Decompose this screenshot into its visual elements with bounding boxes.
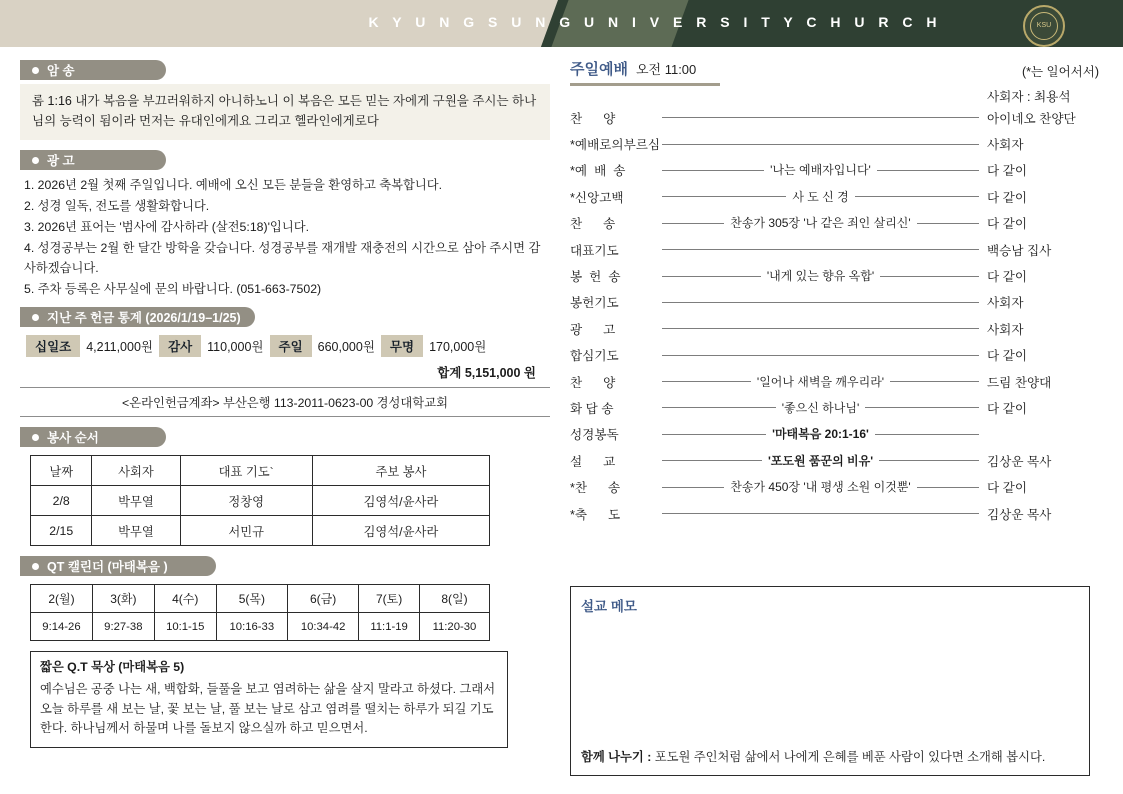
service-order-label-text: 봉사 순서	[47, 431, 99, 446]
order-item-detail: 찬송가 305장 '나 같은 죄인 살리신'	[662, 210, 979, 236]
table-header-cell: 날짜	[31, 456, 92, 486]
order-item-name: *축 도	[570, 507, 621, 522]
offering-total	[20, 363, 536, 381]
table-cell: 10:34-42	[287, 613, 358, 641]
worship-order-item	[570, 500, 1105, 526]
order-item-name: 찬 양	[570, 111, 616, 126]
worship-order-item	[570, 157, 1105, 183]
table-header-cell: 주보 봉사	[312, 456, 489, 486]
order-item-name: 찬 송	[570, 217, 616, 232]
order-item-who: 다 같이	[987, 190, 1027, 205]
share-label: 함께 나누기 :	[581, 749, 652, 764]
service-title: 주일예배	[570, 61, 628, 78]
service-time: 오전 11:00	[635, 62, 697, 77]
church-logo-inner: KSU	[1030, 12, 1058, 40]
order-item-name: 합심기도	[570, 349, 619, 364]
order-item-who: 드림 찬양대	[987, 375, 1052, 390]
bullet-dot-icon	[32, 67, 39, 74]
table-cell: 10:16-33	[216, 613, 287, 641]
worship-order-item	[570, 368, 1105, 394]
table-header-cell: 7(토)	[359, 585, 420, 613]
table-cell: 10:1-15	[154, 613, 216, 641]
table-header-row	[31, 456, 490, 486]
order-item-name: *예 배 송	[570, 164, 626, 179]
qt-meditation-text: 예수님은 공중 나는 새, 백합화, 들풀을 보고 염려하는 삶을 살지 말라고 하셨다. 그래서 오늘 하루를 새 보는 날, 꽃 보는 날, 풀 보는 날로 삼고 염려를 떨치는 하루가 되길 기도한다. 하나님께서 하물며 나를 돌보지 않으실까 하고 믿으면서.	[40, 682, 496, 736]
worship-order-item	[570, 289, 1105, 315]
page-header	[0, 0, 1123, 47]
order-item-who: 다 같이	[987, 217, 1027, 232]
table-header-cell: 6(금)	[287, 585, 358, 613]
bullet-dot-icon	[32, 434, 39, 441]
share-text: 포도원 주인처럼 삶에서 나에게 은혜를 베푼 사람이 있다면 소개해 봅시다.	[651, 749, 1046, 764]
offering-account: <온라인헌금계좌> 부산은행 113-2011-0623-00 경성대학교회	[20, 387, 550, 417]
offering-value: 660,000원	[317, 340, 375, 355]
offering-value: 170,000원	[429, 340, 487, 355]
order-item-detail	[662, 130, 979, 156]
left-column	[20, 60, 550, 748]
order-item-who: 다 같이	[987, 349, 1027, 364]
order-item-who: 사회자	[987, 322, 1024, 337]
qt-meditation-title: 짧은 Q.T 묵상 (마태복음 5)	[40, 660, 185, 675]
qt-meditation-box	[30, 651, 508, 748]
bullet-dot-icon	[32, 157, 39, 164]
worship-order-item	[570, 183, 1105, 209]
order-item-who: 사회자	[987, 138, 1024, 153]
stand-note: (*는 일어서서)	[1021, 65, 1099, 79]
section-label-service-order	[20, 427, 166, 447]
notice-item: 5. 주차 등록은 사무실에 문의 바랍니다. (051-663-7502)	[24, 281, 322, 296]
table-cell: 2/8	[31, 486, 92, 516]
table-cell: 박무열	[92, 516, 180, 546]
worship-order-item	[570, 342, 1105, 368]
sermon-memo-share	[581, 748, 1079, 767]
page-title: K Y U N G S U N G U N I V E R S I T Y C H U R C H	[368, 14, 942, 30]
order-item-name: *찬 송	[570, 481, 621, 496]
order-item-who: 다 같이	[987, 481, 1027, 496]
order-item-detail: '내게 있는 향유 옥합'	[662, 262, 979, 288]
sermon-memo-box	[570, 586, 1090, 776]
order-item-detail	[662, 500, 979, 526]
offering-value: 110,000원	[207, 340, 264, 355]
offering-value: 4,211,000원	[86, 340, 153, 355]
order-item-detail: '좋으신 하나님'	[662, 394, 979, 420]
offering-tag: 무명	[381, 335, 423, 357]
order-item-detail	[662, 315, 979, 341]
offering-tag: 주일	[270, 335, 312, 357]
section-label-verse	[20, 60, 166, 80]
order-item-name: 성경봉독	[570, 428, 619, 443]
order-item-detail	[662, 342, 979, 368]
order-item-name: 설 교	[570, 454, 616, 469]
order-item-detail	[662, 236, 979, 262]
order-item-who: 다 같이	[987, 270, 1027, 285]
worship-order-item	[570, 447, 1105, 473]
table-row	[31, 486, 490, 516]
order-item-who: 다 같이	[987, 164, 1027, 179]
bullet-dot-icon	[32, 563, 39, 570]
order-item-name: 찬 양	[570, 375, 616, 390]
order-item-name: 봉 헌 송	[570, 270, 621, 285]
offering-total-value: 5,151,000 원	[464, 366, 536, 381]
order-item-who: 김상운 목사	[987, 454, 1052, 469]
order-item-who: 아이네오 찬양단	[987, 111, 1076, 126]
table-cell: 서민규	[180, 516, 312, 546]
worship-order-item	[570, 236, 1105, 262]
order-item-who: 백승남 집사	[987, 243, 1052, 258]
offering-total-label: 합계	[437, 366, 462, 381]
offering-tag: 십일조	[26, 335, 80, 357]
table-cell: 김영석/윤사라	[312, 486, 489, 516]
section-label-offering	[20, 307, 255, 327]
order-item-detail: '포도원 품꾼의 비유'	[662, 447, 979, 473]
verse-label-text: 암 송	[47, 64, 75, 78]
right-column	[570, 58, 1105, 526]
order-item-name: *예배로의부르심	[570, 138, 661, 153]
table-cell: 9:14-26	[31, 613, 93, 641]
worship-order-item	[570, 210, 1105, 236]
order-item-detail	[662, 289, 979, 315]
table-header-cell: 5(목)	[216, 585, 287, 613]
order-item-who: 김상운 목사	[987, 507, 1052, 522]
order-item-detail: '나는 예배자입니다'	[662, 157, 979, 183]
order-item-who: 다 같이	[987, 401, 1027, 416]
table-cell: 박무열	[92, 486, 180, 516]
offering-tag: 감사	[159, 335, 201, 357]
order-item-detail: '일어나 새벽을 깨우리라'	[662, 368, 979, 394]
order-item-name: 화 답 송	[570, 401, 614, 416]
worship-order-list	[570, 90, 1105, 526]
sermon-memo-title: 설교 메모	[581, 599, 637, 614]
order-item-name: 대표기도	[570, 243, 619, 258]
notice-list	[20, 176, 550, 299]
order-item-detail	[662, 104, 979, 130]
table-header-cell: 2(월)	[31, 585, 93, 613]
notice-item: 2. 성경 일독, 전도를 생활화합니다.	[24, 198, 210, 213]
order-item-name: 광 고	[570, 322, 616, 337]
worship-order-item	[570, 315, 1105, 341]
worship-order-item	[570, 394, 1105, 420]
table-row	[31, 516, 490, 546]
order-item-name: 봉헌기도	[570, 296, 619, 311]
section-label-qt-calendar	[20, 556, 216, 576]
worship-order-item	[570, 130, 1105, 156]
table-cell: 정창영	[180, 486, 312, 516]
table-cell: 11:20-30	[419, 613, 489, 641]
bullet-dot-icon	[32, 314, 39, 321]
table-header-cell: 대표 기도`	[180, 456, 312, 486]
table-cell: 9:27-38	[92, 613, 154, 641]
church-logo	[1023, 5, 1065, 47]
notice-label-text: 광 고	[47, 154, 75, 168]
table-row	[31, 613, 490, 641]
service-order-table	[30, 455, 490, 546]
order-item-who: 사회자	[987, 296, 1024, 311]
notice-item: 4. 성경공부는 2월 한 달간 방학을 갖습니다. 성경공부를 재개발 재충전의 시간으로 삼아 주시면 감사하겠습니다.	[24, 240, 541, 275]
order-item-detail: 찬송가 450장 '내 평생 소원 이것뿐'	[662, 473, 979, 499]
worship-order-item	[570, 104, 1105, 130]
table-header-cell: 사회자	[92, 456, 180, 486]
service-heading	[570, 58, 720, 86]
table-header-row	[31, 585, 490, 613]
order-item-detail: 사 도 신 경	[662, 183, 979, 209]
table-header-cell: 3(화)	[92, 585, 154, 613]
table-cell: 2/15	[31, 516, 92, 546]
section-label-notice	[20, 150, 166, 170]
notice-item: 1. 2026년 2월 첫째 주일입니다. 예배에 오신 모든 분들을 환영하고 축복합니다.	[24, 178, 443, 192]
worship-order-item	[570, 473, 1105, 499]
offering-row	[26, 335, 550, 357]
order-item-detail: '마태복음 20:1-16'	[662, 421, 979, 447]
table-cell: 11:1-19	[359, 613, 420, 641]
qt-calendar-table	[30, 584, 490, 641]
table-cell: 김영석/윤사라	[312, 516, 489, 546]
order-item-name: *신앙고백	[570, 190, 624, 205]
table-header-cell: 8(일)	[419, 585, 489, 613]
worship-order-item	[570, 421, 1105, 447]
offering-label-text: 지난 주 헌금 통계 (2026/1/19–1/25)	[47, 311, 241, 326]
table-header-cell: 4(수)	[154, 585, 216, 613]
qt-calendar-label-text: QT 캘린더 (마태복음 )	[47, 560, 168, 575]
notice-item: 3. 2026년 표어는 '범사에 감사하라 (살전5:18)'입니다.	[24, 219, 309, 234]
worship-order-item	[570, 262, 1105, 288]
worship-leader: 사회자 : 최용석	[987, 90, 1071, 104]
verse-text: 롬 1:16 내가 복음을 부끄러워하지 아니하노니 이 복음은 모든 믿는 자에게 구원을 주시는 하나님의 능력이 됨이라 먼저는 유대인에게요 그리고 헬라인에게로다	[20, 84, 550, 140]
